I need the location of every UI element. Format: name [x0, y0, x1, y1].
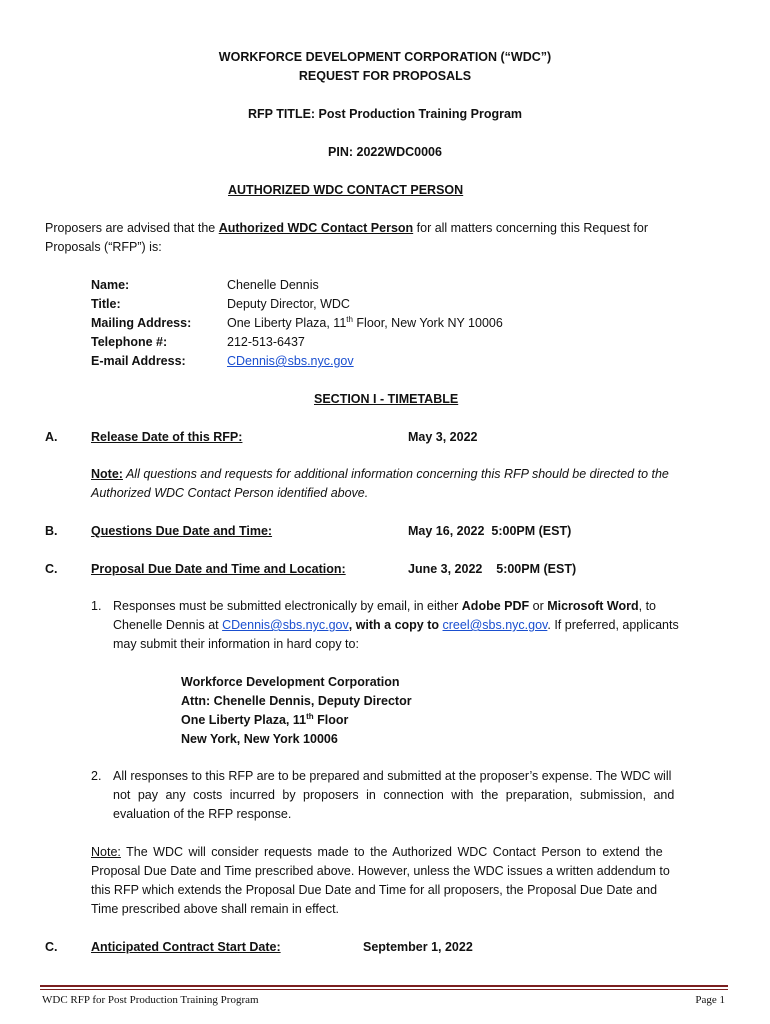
note1-text: All questions and requests for additional information concerning this RFP should be directed to the — [122, 467, 669, 481]
item1-l1-a: Responses must be submitted electronically by email, in either — [113, 599, 462, 613]
tel-label: Telephone #: — [91, 335, 168, 349]
questions-due-value: May 16, 2022 5:00PM (EST) — [408, 524, 572, 538]
item1-l1-c: or — [529, 599, 548, 613]
item1-l2-c: . If preferred, applicants — [547, 618, 679, 632]
addr3-pre: One Liberty Plaza, 11 — [181, 713, 307, 727]
address-line4: New York, New York 10006 — [181, 732, 338, 746]
doc-title-line1: WORKFORCE DEVELOPMENT CORPORATION (“WDC”) — [218, 50, 552, 64]
pin: PIN: 2022WDC0006 — [328, 145, 442, 159]
section-heading: SECTION I - TIMETABLE — [314, 392, 459, 406]
email-link-cdennis[interactable]: CDennis@sbs.nyc.gov — [222, 618, 349, 632]
item1-l2-b: , with a copy to — [348, 618, 443, 632]
doc-title-line2: REQUEST FOR PROPOSALS — [298, 69, 472, 83]
mail-sup: th — [346, 314, 353, 324]
page-number: Page 1 — [695, 994, 725, 1006]
item-b-letter: B. — [45, 524, 58, 538]
mail-post: Floor, New York NY 10006 — [352, 316, 503, 330]
rfp-title: RFP TITLE: Post Production Training Program — [247, 107, 523, 121]
item1-l1-b: Adobe PDF — [461, 599, 530, 613]
contract-start-label: Anticipated Contract Start Date: — [91, 940, 281, 954]
note2-line4: Time prescribed above shall remain in effect. — [91, 902, 340, 916]
item-c2-letter: C. — [45, 940, 58, 954]
note2-line1 — [91, 845, 663, 859]
contract-start-value: September 1, 2022 — [363, 940, 473, 954]
proposal-due-label: Proposal Due Date and Time and Location: — [91, 562, 346, 576]
item2-number: 2. — [91, 769, 102, 783]
address-line3 — [181, 713, 348, 727]
intro-emph: Authorized WDC Contact Person — [218, 221, 414, 235]
item2-line1: All responses to this RFP are to be prepared and submitted at the proposer’s expense. The WDC will — [113, 769, 672, 783]
contact-heading: AUTHORIZED WDC CONTACT PERSON — [228, 183, 464, 197]
item1-line3: may submit their information in hard copy to: — [113, 637, 359, 651]
address-line2: Attn: Chenelle Dennis, Deputy Director — [181, 694, 412, 708]
intro-after: for all matters concerning this Request for — [413, 221, 648, 235]
note1-line1 — [91, 467, 731, 481]
title-label: Title: — [91, 297, 121, 311]
name-value: Chenelle Dennis — [227, 278, 319, 292]
note1-line2: Authorized WDC Contact Person identified above. — [91, 486, 369, 500]
note1-label: Note: — [91, 467, 123, 481]
item1-number: 1. — [91, 599, 102, 613]
note2-label: Note: — [91, 845, 121, 859]
tel-value: 212-513-6437 — [227, 335, 305, 349]
address-line1: Workforce Development Corporation — [181, 675, 400, 689]
addr3-post: Floor — [313, 713, 349, 727]
release-date-value: May 3, 2022 — [408, 430, 478, 444]
item1-l1-d: Microsoft Word — [547, 599, 639, 613]
mail-value — [227, 316, 503, 330]
email-link[interactable]: CDennis@sbs.nyc.gov — [227, 354, 354, 368]
item-c-letter: C. — [45, 562, 58, 576]
item1-l2-a: Chenelle Dennis at — [113, 618, 223, 632]
questions-due-label: Questions Due Date and Time: — [91, 524, 273, 538]
title-value: Deputy Director, WDC — [227, 297, 350, 311]
note2-line2: Proposal Due Date and Time prescribed above. However, unless the WDC issues a written addendum to — [91, 864, 670, 878]
mail-pre: One Liberty Plaza, 11 — [227, 316, 347, 330]
note2-text: The WDC will consider requests made to the Authorized WDC Contact Person to extend the — [120, 845, 663, 859]
email-label: E-mail Address: — [91, 354, 186, 368]
item2-line2: not pay any costs incurred by proposers in connection with the preparation, submission, and — [113, 788, 675, 802]
intro-before: Proposers are advised that the — [45, 221, 219, 235]
intro-line2: Proposals (“RFP”) is: — [45, 240, 162, 254]
item2-line3: evaluation of the RFP response. — [113, 807, 292, 821]
item-a-letter: A. — [45, 430, 58, 444]
release-date-label: Release Date of this RFP: — [91, 430, 243, 444]
footer-rule-thin — [40, 989, 728, 990]
name-label: Name: — [91, 278, 130, 292]
proposal-due-value: June 3, 2022 5:00PM (EST) — [408, 562, 577, 576]
note2-line3: this RFP which extends the Proposal Due Date and Time for all proposers, the Proposal Due Date and — [91, 883, 658, 897]
footer-rule-thick — [40, 985, 728, 987]
item1-line2 — [113, 618, 679, 632]
footer-left: WDC RFP for Post Production Training Program — [42, 994, 259, 1006]
item1-line1 — [113, 599, 725, 613]
addr3-sup: th — [306, 711, 314, 721]
item1-l1-e: , to — [638, 599, 657, 613]
intro-line1 — [45, 221, 648, 235]
mail-label: Mailing Address: — [91, 316, 192, 330]
email-link-creel[interactable]: creel@sbs.nyc.gov — [442, 618, 548, 632]
